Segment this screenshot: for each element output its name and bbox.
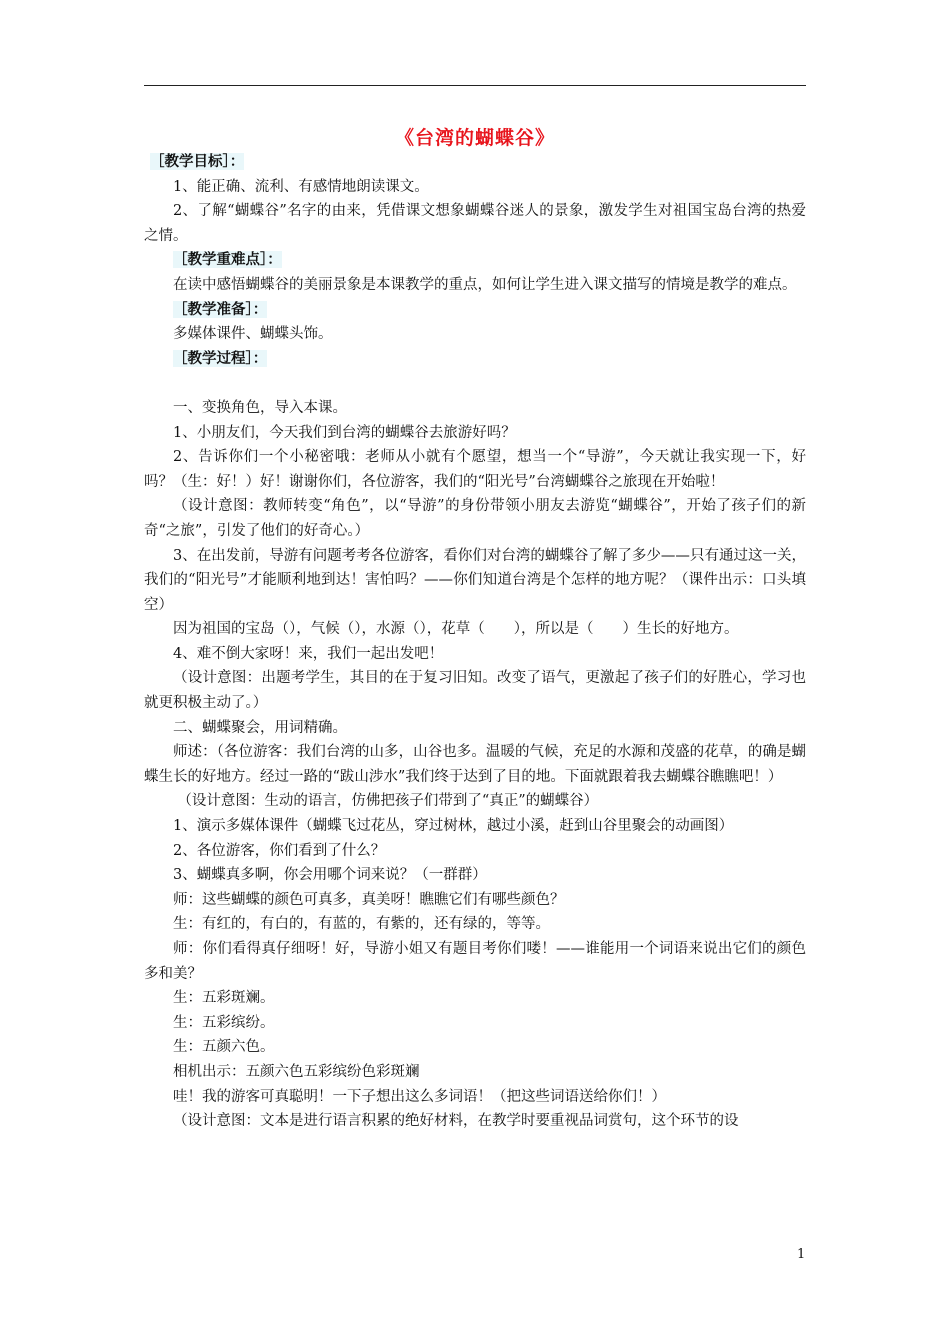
section-heading-text: ［教学重难点］： bbox=[173, 251, 282, 269]
paragraph: （设计意图：文本是进行语言积累的绝好材料，在教学时要重视品词赏句，这个环节的设 bbox=[173, 1113, 739, 1130]
paragraph: 1、能正确、流利、有感情地朗读课文。 bbox=[173, 178, 429, 195]
paragraph: 生：五彩缤纷。 bbox=[173, 1014, 275, 1031]
paragraph: 师述：（各位游客：我们台湾的山多，山谷也多。温暖的气候，充足的水源和茂盛的花草，的确是蝴蝶生长的好地方。经过一路的“跋山涉水”我们终于达到了目的地。下面就跟着我去蝴蝶谷瞧瞧吧！） bbox=[144, 744, 806, 785]
paragraph: 相机出示：五颜六色五彩缤纷色彩斑斓 bbox=[173, 1063, 420, 1080]
paragraph: 因为祖国的宝岛（），气候（），水源（），花草（ ），所以是（ ）生长的好地方。 bbox=[173, 621, 739, 638]
header-rule bbox=[144, 85, 806, 86]
section-heading bbox=[144, 298, 806, 323]
paragraph: 哇！我的游客可真聪明！一下子想出这么多词语！（把这些词语送给你们！） bbox=[173, 1088, 666, 1105]
paragraph: （设计意图：教师转变“角色”，以“导游”的身份带领小朋友去游览“蝴蝶谷”，开始了孩子们的新奇“之旅”，引发了他们的好奇心。） bbox=[144, 498, 806, 539]
paragraph: 生：五颜六色。 bbox=[173, 1039, 275, 1056]
paragraph: 多媒体课件、蝴蝶头饰。 bbox=[173, 326, 333, 343]
paragraph: 2、告诉你们一个小秘密哦：老师从小就有个愿望，想当一个“导游”，今天就让我实现一下，好吗？（生：好！）好！谢谢你们，各位游客，我们的“阳光号”台湾蝴蝶谷之旅现在开始啦！ bbox=[144, 449, 806, 490]
paragraph: 4、难不倒大家呀！来，我们一起出发吧！ bbox=[173, 645, 444, 662]
paragraph: 2、了解“蝴蝶谷”名字的由来，凭借课文想象蝴蝶谷迷人的景象，激发学生对祖国宝岛台湾的热爱之情。 bbox=[144, 203, 806, 244]
paragraph: 1、演示多媒体课件（蝴蝶飞过花丛，穿过树林，越过小溪，赶到山谷里聚会的动画图） bbox=[173, 818, 734, 835]
page-number: 1 bbox=[797, 1247, 806, 1262]
paragraph: 3、在出发前，导游有问题考考各位游客，看你们对台湾的蝴蝶谷了解了多少——只有通过这一关，我们的“阳光号”才能顺利地到达！害怕吗？——你们知道台湾是个怎样的地方呢？（课件出示：口头填空） bbox=[144, 547, 806, 613]
paragraph: 二、蝴蝶聚会，用词精确。 bbox=[173, 719, 347, 736]
paragraph: 师：你们看得真仔细呀！好，导游小姐又有题目考你们喽！——谁能用一个词语来说出它们的颜色多和美？ bbox=[144, 941, 806, 982]
paragraph: 生：五彩斑斓。 bbox=[173, 990, 275, 1007]
section-heading-text: ［教学准备］： bbox=[173, 300, 268, 318]
section-heading-text: ［教学目标］： bbox=[150, 153, 245, 170]
document-body bbox=[144, 150, 806, 1134]
blank-line bbox=[144, 371, 806, 396]
paragraph: 在读中感悟蝴蝶谷的美丽景象是本课教学的重点，如何让学生进入课文描写的情境是教学的难点。 bbox=[173, 276, 797, 293]
paragraph: 师：这些蝴蝶的颜色可真多，真美呀！瞧瞧它们有哪些颜色？ bbox=[173, 891, 565, 908]
section-heading bbox=[144, 248, 806, 273]
paragraph: 2、各位游客，你们看到了什么？ bbox=[173, 842, 386, 859]
section-heading-text: ［教学过程］： bbox=[173, 349, 268, 367]
document-title: 《台湾的蝴蝶谷》 bbox=[394, 127, 555, 149]
paragraph: 3、蝴蝶真多啊，你会用哪个词来说？（一群群） bbox=[173, 867, 487, 884]
section-heading bbox=[144, 150, 806, 175]
section-heading bbox=[144, 347, 806, 372]
paragraph: （设计意图：生动的语言，仿佛把孩子们带到了“真正”的蝴蝶谷） bbox=[177, 793, 599, 810]
paragraph: 生：有红的，有白的，有蓝的，有紫的，还有绿的，等等。 bbox=[173, 916, 550, 933]
paragraph: （设计意图：出题考学生，其目的在于复习旧知。改变了语气，更激起了孩子们的好胜心，学习也就更积极主动了。） bbox=[144, 670, 806, 712]
paragraph: 1、小朋友们，今天我们到台湾的蝴蝶谷去旅游好吗？ bbox=[173, 424, 516, 441]
paragraph: 一、变换角色，导入本课。 bbox=[173, 399, 347, 416]
